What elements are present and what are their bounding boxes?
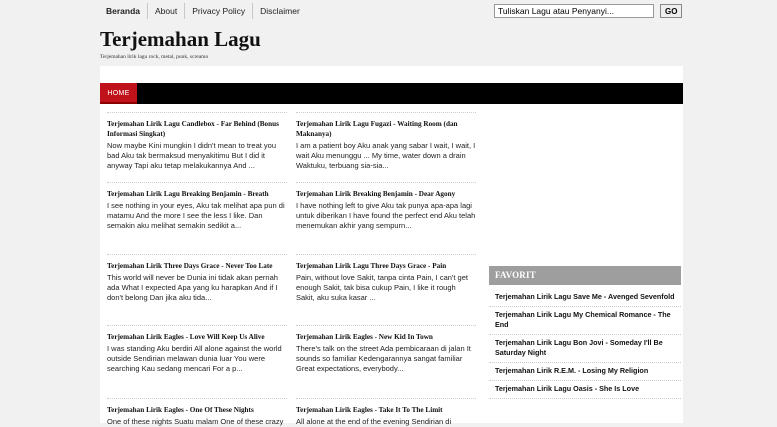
favorite-link[interactable]: Terjemahan Lirik Lagu My Chemical Romance - The End [489, 307, 681, 335]
search-go-button[interactable]: GO [660, 4, 682, 18]
main-navigation [100, 83, 683, 104]
post-snippet: I see nothing in your eyes, Aku tak melihat apa pun di matamu And the more I see the less I like. Dan semakin aku melihat semakin sedikit a... [107, 201, 285, 230]
post-item [296, 112, 476, 171]
post-title[interactable]: Terjemahan Lirik Lagu Candlebox - Far Behind (Bonus Informasi Singkat) [107, 112, 287, 139]
top-navigation [100, 3, 307, 19]
nav-home-tab[interactable]: HOME [100, 83, 137, 104]
post-title[interactable]: Terjemahan Lirik Eagles - Love Will Keep Us Alive [107, 325, 287, 342]
post-title[interactable]: Terjemahan Lirik Eagles - New Kid In Town [296, 325, 476, 342]
favorites-heading: FAVORIT [489, 266, 681, 285]
post-snippet: I am a patient boy Aku anak yang sabar I wait, I wait, I wait Aku menunggu ... My time, water down a drain Waktuku, terbuang sia-sia... [296, 141, 476, 170]
post-title[interactable]: Terjemahan Lirik Eagles - One Of These Nights [107, 398, 287, 415]
site-title[interactable]: Terjemahan Lagu [100, 27, 261, 51]
post-snippet: All alone at the end of the evening Sendirian di [296, 417, 452, 426]
nav-link-about[interactable]: About [148, 3, 185, 19]
post-snippet: One of these nights Suatu malam One of these crazy [107, 417, 284, 426]
post-snippet: There's talk on the street Ada pembicaraan di jalan It sounds so familiar Kedengarannya sangat familiar Great expectations, everybody... [296, 344, 471, 373]
favorite-link[interactable]: Terjemahan Lirik Lagu Oasis - She Is Love [489, 381, 681, 399]
site-description: Terjemahan lirik lagu rock, metal, punk, screamo [100, 54, 209, 60]
post-item [296, 325, 476, 374]
post-title[interactable]: Terjemahan Lirik Three Days Grace - Never Too Late [107, 254, 287, 271]
favorite-link[interactable]: Terjemahan Lirik Lagu Save Me - Avenged Sevenfold [489, 289, 681, 307]
post-title[interactable]: Terjemahan Lirik Eagles - Take It To The Limit [296, 398, 476, 415]
favorites-widget [489, 266, 681, 399]
post-item [107, 112, 287, 171]
post-snippet: This world will never be Dunia ini tidak akan pernah ada What I expected Apa yang ku harapkan And if I don't belong Dan jika aku tida... [107, 273, 278, 302]
post-snippet: Now maybe Kini mungkin I didn't mean to treat you bad Aku tak bermaksud menyakitimu But I did it anyway Tapi aku tetap melakukannya And ... [107, 141, 277, 170]
post-snippet: Pain, without love Sakit, tanpa cinta Pain, I can't get enough Sakit, tak bisa cukup Pain, I like it rough Sakit, aku suka kasar ... [296, 273, 468, 302]
post-snippet: I was standing Aku berdiri All alone against the world outside Sendirian melawan dunia luar You were searching Kau sedang mencari For a p... [107, 344, 282, 373]
nav-link-beranda[interactable]: Beranda [100, 3, 148, 19]
favorite-link[interactable]: Terjemahan Lirik R.E.M. - Losing My Religion [489, 363, 681, 381]
post-snippet: I have nothing left to give Aku tak punya apa-apa lagi untuk diberikan I have found the perfect end Aku telah menemukan akhir yang sempurn... [296, 201, 476, 230]
post-item [107, 325, 287, 374]
post-item [107, 254, 287, 303]
post-title[interactable]: Terjemahan Lirik Breaking Benjamin - Dear Agony [296, 182, 476, 199]
post-item [296, 254, 476, 303]
post-title[interactable]: Terjemahan Lirik Lagu Three Days Grace - Pain [296, 254, 476, 271]
favorite-link[interactable]: Terjemahan Lirik Lagu Bon Jovi - Someday I'll Be Saturday Night [489, 335, 681, 363]
nav-link-disclaimer[interactable]: Disclaimer [260, 6, 300, 16]
post-title[interactable]: Terjemahan Lirik Lagu Breaking Benjamin - Breath [107, 182, 287, 199]
post-item [107, 182, 287, 231]
post-title[interactable]: Terjemahan Lirik Lagu Fugazi - Waiting Room (dan Maknanya) [296, 112, 476, 139]
search-form [494, 4, 682, 18]
search-input[interactable] [494, 4, 654, 18]
nav-link-privacy-policy[interactable]: Privacy Policy [185, 3, 253, 19]
post-item [296, 182, 476, 231]
favorites-list [489, 285, 681, 399]
